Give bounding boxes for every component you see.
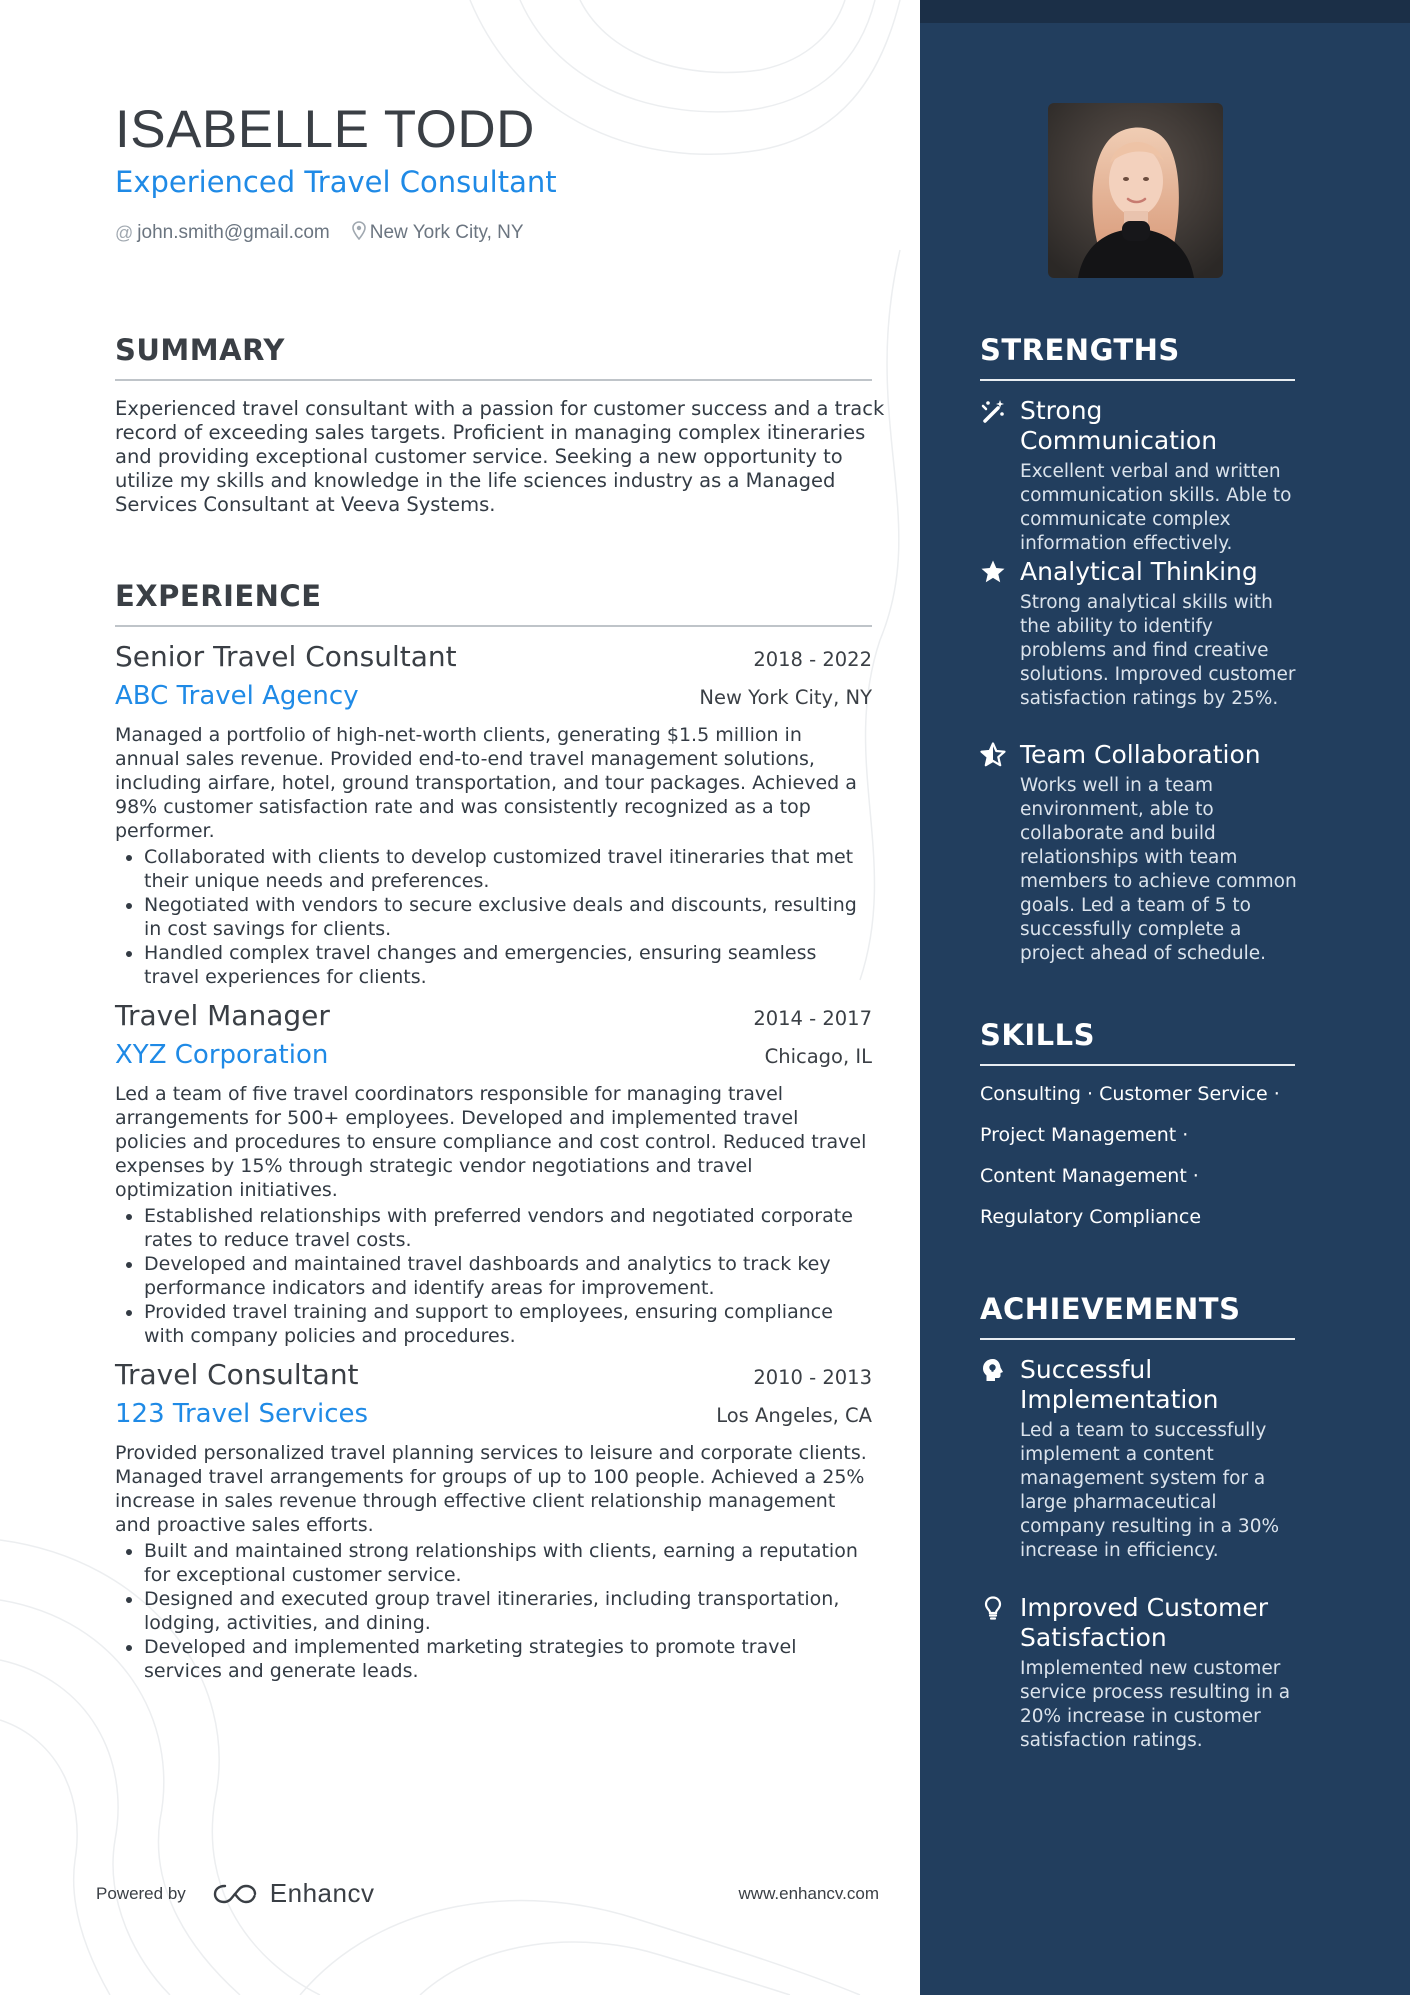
skills-heading: SKILLS [980, 1018, 1295, 1066]
strength-item [980, 740, 1300, 966]
job-company: XYZ Corporation [115, 1040, 329, 1070]
strength-description: Excellent verbal and written communication skills. Able to communicate complex information effectively. [1020, 461, 1292, 554]
location-text: New York City, NY [369, 222, 524, 243]
experience-entry [115, 640, 872, 989]
list-item: • Collaborated with clients to develop customized travel itineraries that met their unique needs and preferences. [144, 845, 872, 893]
list-item: • Built and maintained strong relationships with clients, earning a reputation for exceptional customer service. [144, 1539, 872, 1587]
job-dates: 2010 - 2013 [753, 1366, 872, 1389]
strength-description: Works well in a team environment, able to collaborate and build relationships with team members to achieve common goals. Led a team of 5 to successfully complete a project ahead of schedule. [1020, 775, 1297, 964]
skills-section [980, 1018, 1295, 1066]
skill-tag-line: Content Management · [980, 1165, 1199, 1187]
website-link[interactable]: www.enhancv.com [738, 1883, 879, 1903]
list-item: • Provided travel training and support to employees, ensuring compliance with company policies and procedures. [144, 1300, 872, 1348]
strengths-heading: STRENGTHS [980, 333, 1295, 381]
half-star-icon [980, 740, 1020, 770]
enhancv-logo-icon [212, 1882, 258, 1906]
profile-photo-illustration [1048, 103, 1223, 278]
job-location: Los Angeles, CA [716, 1404, 872, 1427]
job-location: Chicago, IL [764, 1045, 872, 1068]
contact-email[interactable] [115, 222, 330, 244]
star-icon [980, 557, 1020, 587]
summary-heading: SUMMARY [115, 333, 872, 381]
job-company: 123 Travel Services [115, 1399, 369, 1429]
candidate-title: Experienced Travel Consultant [115, 165, 557, 199]
candidate-name: ISABELLE TODD [115, 100, 535, 159]
summary-text: Experienced travel consultant with a passion for customer success and a track record of exceeding sales targets. Proficient in managing complex itineraries and providing exceptional customer service. Seeking a new opportunity to utilize my skills and knowledge in the life sciences industry as a Managed Services Consultant at Veeva Systems. [115, 397, 885, 516]
magic-wand-icon [980, 396, 1020, 426]
achievement-title-line: Successful [1020, 1355, 1153, 1384]
job-description: Provided personalized travel planning services to leisure and corporate clients. Managed travel arrangements for groups of up to 100 people. Achieved a 25% increase in sales revenue through effective client relationship management and proactive sales efforts. [115, 1442, 867, 1536]
achievement-title-line: Satisfaction [1020, 1623, 1167, 1652]
experience-heading: EXPERIENCE [115, 579, 872, 627]
strength-title: Analytical Thinking [1020, 557, 1258, 586]
list-item: • Developed and implemented marketing strategies to promote travel services and generate leads. [144, 1635, 872, 1683]
resume-header [115, 95, 872, 245]
achievement-description: Led a team to successfully implement a content management system for a large pharmaceutical company resulting in a 30% increase in efficiency. [1020, 1420, 1280, 1561]
list-item: • Established relationships with preferred vendors and negotiated corporate rates to reduce travel costs. [144, 1204, 872, 1252]
job-description: Led a team of five travel coordinators responsible for managing travel arrangements for 500+ employees. Developed and implemented travel policies and procedures to ensure compliance and cost control. Reduced travel expenses by 15% through strategic vendor negotiations and travel optimization initiatives. [115, 1083, 867, 1201]
job-bullets [115, 845, 872, 989]
achievement-item [980, 1355, 1300, 1563]
contact-info [115, 221, 872, 245]
experience-section [115, 579, 872, 627]
achievement-title-line: Implementation [1020, 1385, 1219, 1414]
contact-location [352, 221, 524, 245]
job-bullets [115, 1539, 872, 1683]
list-item: • Negotiated with vendors to secure exclusive deals and discounts, resulting in cost savings for clients. [144, 893, 872, 941]
experience-entry [115, 999, 872, 1348]
strength-title: Strong Communication [1020, 396, 1218, 455]
list-item: • Designed and executed group travel itineraries, including transportation, lodging, activities, and dining. [144, 1587, 872, 1635]
summary-section [115, 333, 872, 381]
strengths-section [980, 333, 1295, 381]
job-description: Managed a portfolio of high-net-worth clients, generating $1.5 million in annual sales revenue. Provided end-to-end travel management solutions, including airfare, hotel, ground transportation, and tour packages. Achieved a 98% customer satisfaction rate and was consistently recognized as a top performer. [115, 724, 857, 842]
enhancv-logo[interactable] [212, 1878, 375, 1909]
job-role: Senior Travel Consultant [115, 640, 457, 673]
job-company: ABC Travel Agency [115, 681, 359, 711]
job-role: Travel Consultant [115, 1358, 359, 1391]
location-pin-icon [352, 221, 366, 245]
strength-item [980, 396, 1300, 556]
list-item: • Developed and maintained travel dashboards and analytics to track key performance indicators and identify areas for improvement. [144, 1252, 872, 1300]
job-dates: 2014 - 2017 [753, 1007, 872, 1030]
lightbulb-icon [980, 1593, 1020, 1623]
achievement-item [980, 1593, 1300, 1753]
email-text: john.smith@gmail.com [137, 222, 330, 243]
profile-photo [1048, 103, 1223, 278]
powered-by [96, 1878, 374, 1909]
strength-title: Team Collaboration [1020, 740, 1261, 769]
strength-item [980, 557, 1300, 711]
achievements-section [980, 1292, 1295, 1340]
job-role: Travel Manager [115, 999, 330, 1032]
skill-tag-line: Consulting · Customer Service · [980, 1083, 1280, 1105]
strength-description: Strong analytical skills with the ability to identify problems and find creative solutions. Improved customer satisfaction ratings by 25%. [1020, 592, 1296, 709]
at-sign-icon: @ [115, 222, 134, 243]
experience-entry [115, 1358, 872, 1683]
achievement-title-line: Improved Customer [1020, 1593, 1269, 1622]
achievement-description: Implemented new customer service process resulting in a 20% increase in customer satisfaction ratings. [1020, 1658, 1291, 1751]
skill-tag-line: Regulatory Compliance [980, 1206, 1202, 1228]
job-location: New York City, NY [699, 686, 872, 709]
brand-name: Enhancv [269, 1878, 375, 1908]
achievements-heading: ACHIEVEMENTS [980, 1292, 1295, 1340]
footer [96, 1878, 879, 1909]
skill-tag-line: Project Management · [980, 1124, 1189, 1146]
sidebar-top-band [920, 0, 1410, 23]
head-idea-icon [980, 1355, 1020, 1385]
list-item: • Handled complex travel changes and emergencies, ensuring seamless travel experiences for clients. [144, 941, 872, 989]
job-dates: 2018 - 2022 [753, 648, 872, 671]
job-bullets [115, 1204, 872, 1348]
powered-by-label: Powered by [96, 1883, 186, 1903]
